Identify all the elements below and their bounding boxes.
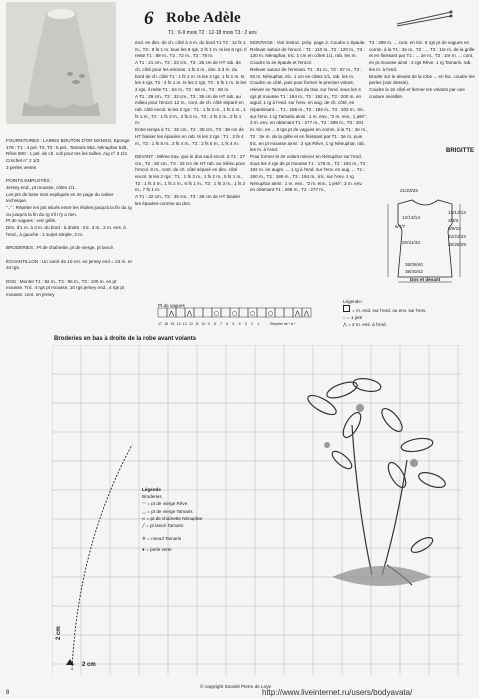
vierge-tamaris-icon: ◡ — [142, 508, 148, 514]
pattern-title: Robe Adèle — [166, 10, 241, 26]
wave-chart-col-number: 6 — [226, 322, 229, 326]
wave-chart-col-number: 12 — [189, 322, 193, 326]
legend-item-1: ◠ = pt de vierge Rêve — [142, 501, 188, 507]
lance-icon: ╱ — [142, 523, 147, 529]
wave-chart-col-number: 17 — [158, 322, 162, 326]
wave-chart-col-number: 10 — [201, 322, 206, 326]
pattern-number: 6 — [144, 8, 154, 29]
chainstitch-band — [332, 566, 432, 586]
vierge-reve-icon: ◠ — [142, 501, 148, 507]
svg-text:○: ○ — [231, 310, 238, 317]
svg-text:○: ○ — [267, 310, 274, 317]
wave-chart-col-number: 7 — [220, 322, 222, 326]
pearl-icon: ● — [142, 547, 147, 553]
wave-chart-col-number: 1 — [257, 322, 260, 326]
chainette-icon: ∞ — [142, 515, 147, 521]
schema-dim-4: 20/31/33 — [402, 240, 420, 245]
schema-dim-9: 8/9/10 — [448, 226, 461, 231]
svg-text:⋀: ⋀ — [304, 310, 309, 317]
source-url: http://www.liveinternet.ru/users/bodyavata/ — [262, 688, 413, 697]
legend-item-6: ● = perle verte — [142, 547, 172, 553]
wave-chart-col-number: 5 — [232, 322, 235, 326]
schema-dim-6: 38/40/42 — [405, 269, 423, 274]
svg-text:○: ○ — [213, 310, 220, 317]
embroidery-legend — [142, 486, 232, 554]
schema-dim-8: 3/3/3 — [448, 218, 459, 223]
schema-dim-11: 25/28/29 — [448, 242, 466, 247]
legend-top-item-1: = m. end. sur l'end. ou env. sur l'env. — [343, 305, 473, 314]
embroidery-legend-sub: Broderies — [142, 494, 162, 500]
wave-chart-col-number: 16 — [164, 322, 169, 326]
flower-motif — [305, 377, 447, 585]
embroidery-grid — [52, 345, 462, 675]
dim-vertical: 2 cm — [56, 626, 62, 640]
legend-top-item-3: ⋀ = 2 m. ens. à l'end. — [343, 322, 387, 327]
dress-photo — [6, 2, 116, 124]
legend-item-4: ╱ = pt lancé Tamaris — [142, 523, 184, 529]
embroidery-title: Broderies en bas à droite de la robe avant volants — [54, 336, 197, 342]
dim-horizontal: 2 cm — [82, 662, 96, 668]
instructions-column-3: MONTAGE : Voir instruc. prép. page 2. Coudre 1 épaule. Relever autour de l'encol. : T1 : 110 m., T2 : 120 m., T3 : 130 m. Nénuphar, tric. 1 cm en côtes 1/1, rab. les m. Coudre la 2e épaule et l'encol. Relever autour de l'emman. T1 : 81 m., T2 : 87 m., T3 : 93 m. Nénuphar, tric. 1 cm en côtes 1/1, rab. les m. Coudre un côté, puis pour former le premier volant, relever en Tamaris au bas du trav. sur l'end. sous les 4 rgs pt mousse T1 : 184 m., T2 : 192 m., T3 : 200 m. en aiguil. 1 rg à l'end. sur l'env. en aug. de ch. côté, en répartissant ... T1 : 186 m., T2 : 194 m., T3 : 202 m., tric. sur l'env. 1 rg Tamaris ainsi : 1 m. env., "2 m. env., 1 jeté", 3 m. env. en obtenant T1 : 277 m., T2 : 289 m., T3 : 301 m. tric. en ... 8 rgs pt de vagues en comm. à la T1 : 3e m., T2 : 3e m. de la grille et en finissant par T1 : 3e m. puis tric. en pt mousse ainsi : 2 rgs Rêve, 1 rg Nénuphar, rab. les m. à l'end. Pour former le 2e volant relever en Nénuphar sur l'end. sous les 4 rgs de pt mousse T1 : 178 m., T2 : 184 m., T3 : 192 m. en augm. ... 1 rg à l'end. sur l'env. en aug. ... T1 : 180 m., T2 : 186 m., T3 : 194 m., tric. sur l'env. 1 rg Nénuphar ainsi : 1 m. env., "2 m. env., 1 jeté", 3 m. env. en obtenant T1 : 268 m., T2 : 277 m., — [250, 40, 368, 193]
dress-illustration — [6, 2, 116, 124]
schema-dim-3: 6/7/7 — [395, 224, 406, 229]
brand-label: BRIGITTE — [446, 148, 474, 154]
instructions-column-1: FOURNITURES : LAINES BOUTON D'OR MANGO, Eponge 176 : T1 : 4 pel. T2, T3 : 5 pel., Tamaris 562, Nénuphar 535, Rêve 500 : 1 pel. de ch. coll pour tes les tailles. Aig n° 3 1/2. Crochet n° 2 1/2. 3 perles vertes POINTS EMPLOYÉS : Jersey end., pt mousse, côtes 1/1. Les pts de base sont expliqués en 2e page du cahier technique. ".." : Répéter les pts situés entre les étoiles jusqu'à la fin du rg ou jusqu'à la fin du rg s'il n'y a rien. Pt de vagues : voir grille. Dim. d'1 m. à 3 m. du bord : à droite : tric. 3 m., 2 m. ens. à l'end., à gauche : 1 surjet simple, 3 m. BRODERIES : Pt de chaînette, pt de vierge, pt lancé. ÉCHANTILLON : Un carré de 10 cm. en jersey end = 24 m. et 34 rgs. DOS : Monter T1 : 92 m., T2 : 96 m., T3 : 100 m. en pt mousse. Tric. 4 rgs pt mousse, 10 rgs jersey end., 4 rgs pt mousse, cont. en jersey — [6, 138, 132, 298]
copyright: © copyright Société Pierre de Loye — [200, 684, 272, 689]
wave-chart-col-number: 4 — [238, 322, 241, 326]
knot-icon: ✲ — [142, 536, 148, 542]
knitting-needles-icon — [395, 6, 455, 28]
wave-chart-col-number: 11 — [195, 322, 199, 326]
svg-text:⋀: ⋀ — [187, 310, 192, 317]
legend-item-3: ∞ = pt de chaînette Nénuphar — [142, 515, 203, 521]
yarn-over-icon: ○ — [343, 315, 348, 320]
wave-chart-col-number: 9 — [207, 322, 210, 326]
schema-dim-5: 36/38/40 — [405, 262, 423, 267]
wave-chart-numbers — [158, 322, 328, 328]
svg-text:⋀: ⋀ — [295, 310, 300, 317]
wave-chart-col-number: 8 — [213, 322, 216, 326]
svg-text:○: ○ — [249, 310, 256, 317]
legend-item-2: ◡ = pt de vierge Tamaris — [142, 508, 193, 514]
instructions-column-2: end. en dim. de ch. côté à 3 m. du bord T1 T2 : 12 fs 1 m., T3 : 9 fs 1 m. tous les 6 rgs, 2 fs 1 m. ts les 8 rgs. Il reste T1 : 68 m., T2 : 72 m., T3 : 78 m. A T1 : 21 cm., T2 : 23 cm., T3 : 25 cm de HT rab. de ch. côté pour les emman. 1 fs 3 m., dim. à 3 m. du bord de ch. côté T1 : 1 fs 1 m. ts les 2 rgs, 1 fs 1 m. ts les 4 rgs, T2 : 4 fs 1 m. ts les 2 rgs, T3 : 5 fs 1 m. ts les 2 rgs, il reste T1 : 54 m., T2 : 56 m., T3 : 60 m. A T1 : 29 cm., T2 : 32 cm., T3 : 35 cm de HT rab. au milieu pour l'encol. 12 m., cont. de ch. côté séparé en rab. côté encol. ts les 2 rgs : T1 : 1 fs 3 m., 1 fs 2 m., 1 fs 1 m., T2 : 1 fs 3 m., 2 fs 2 m., T3 : 4 fs 2 m., 2 fs 1 m. Entre temps à T1 : 32 cm., T2 : 35 cm., T3 : 38 cm de HT biaiser les épaules en rab. ts les 2 rgs : T1 : 3 fs 4 m., T2 : 1 fs 5 m., 2 fs 4 m., T3 : 2 fs 5 m., 1 fs 4 m. DEVANT : Même trav. que le dos sauf encol. à T1 : 27 cm., T2 : 30 cm., T3 : 33 cm de HT rab. au milieu pour l'encol. 8 m., cont. de ch. côté séparé en dim. côté encol. ts les 2 rgs : T1 : 1 fs 3 m., 1 fs 2 m., 5 fs 1 m., T2 : 1 fs 3 m., 1 fs 2 m., 6 fs 1 m., T3 : 1 fs 3 m., 1 fs 2 m., 7 fs 1 m. A T1 : 32 cm., T2 : 35 cm., T3 : 38 cm de HT biaiser les épaules comme au dos. — [135, 40, 247, 206]
pattern-sizes: T1 : 6-9 mois T2 : 12-18 mois T3 : 2 ans — [168, 30, 257, 36]
wave-chart-col-number: 14 — [176, 322, 181, 326]
wave-chart-title: Pt de vagues — [158, 303, 185, 308]
instructions-column-4: T3 : 289 m. ... cont. en tric. 8 rgs pt de vagues en comm. à la T1 : 3e m., T2 : ... T3 : 1re m. de la grille et en finissant par T1 : ... 2e m., T3 : 1re m. ... cont. en pt mousse ainsi : 2 rgs Rêve, 1 rg Tamaris, rab. les m. à l'end. Broder sur le devant de la robe ... en fac. coudre les perles (voir dessin). Coudre le 2e côté et fermer les volants par une couture invisible. — [369, 40, 475, 99]
schema-caption: Dos et devant — [410, 277, 441, 282]
embroidery-legend-title: Légende — [142, 487, 161, 492]
schema-dim-1: 21/23/25 — [400, 188, 418, 193]
legend-top-title: Légende : — [343, 299, 364, 304]
schema-dim-2: 12/13/14 — [402, 215, 420, 220]
wave-chart-repeat: Répéter de * à * — [270, 322, 296, 326]
svg-text:⋀: ⋀ — [169, 310, 174, 317]
legend-top — [343, 298, 473, 328]
wave-chart-col-number: 15 — [170, 322, 175, 326]
legend-top-item-2: ○ = 1 jeté — [343, 315, 363, 320]
wave-chart-col-number: 3 — [244, 322, 247, 326]
decrease-icon: ⋀ — [343, 322, 349, 327]
schema-dim-10: 22/23/23 — [448, 234, 466, 239]
legend-item-5: ✲ = noeud Tamaris — [142, 536, 182, 542]
empty-square-icon — [343, 305, 350, 312]
page-number: 8 — [6, 690, 10, 696]
schema-dim-7: 13/13/13 — [448, 210, 466, 215]
wave-chart-col-number: 2 — [251, 322, 253, 326]
wave-chart-col-number: 13 — [182, 322, 187, 326]
